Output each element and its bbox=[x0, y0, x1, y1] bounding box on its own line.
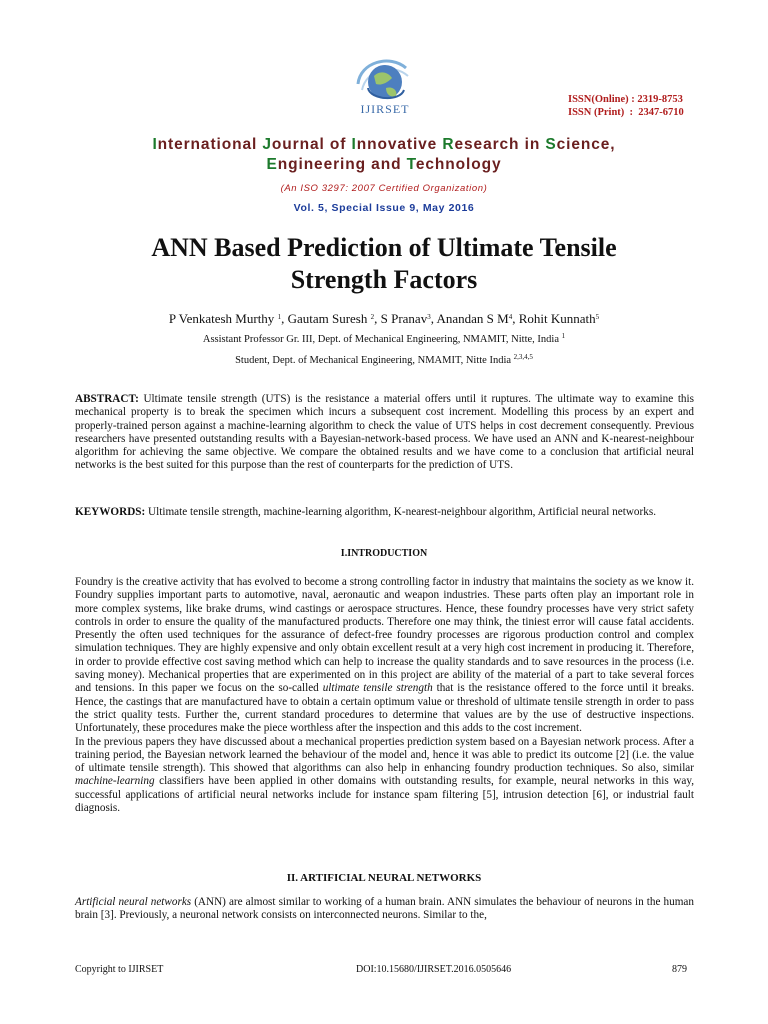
author-name: , Rohit Kunnath bbox=[512, 311, 596, 326]
author-list: P Venkatesh Murthy $^1$, Gautam Suresh $^2$, S Pranav$^3$, Anandan S $M^4$, Rohit Kunnath$^5$ bbox=[168, 311, 600, 326]
ann-paragraph: Artificial neural networks (ANN) are almost similar to working of a human brain. ANN simulates the behaviour of neurons in the human brain [3]. Previously, a neuronal network consists on interconnected neurons. Similar to the, bbox=[75, 896, 694, 922]
issn-block bbox=[568, 93, 684, 119]
volume-issue: Vol. 5, Special Issue 9, May 2016 bbox=[293, 202, 475, 214]
author-name: , Anandan S M bbox=[430, 311, 509, 326]
intro-paragraph-1: Foundry is the creative activity that has evolved to become a strong controlling factor in industry that maintains the society as we know it. Foundry supplies important parts to automotive, naval, aeronautic and weapon industries. These parts often play an important role in more complex systems, like brake drums, wind castings or aerospace structures. Hence, these foundry processes have very strict safety controls in order to ensure the quality of the manufactured products. Therefore one may think, the tiniest error will cause fatal accidents. Presently the often used techniques for the assurance of defect-free foundry processes are rigorous production control and complex simulation techniques. They are highly expensive and only obtain excellent result at a very high cost increment in producing it. Therefore, in order to provide effective cost saving method which can help to increase the quality standards and to save resources in the process (i.e. saving money). Mechanical properties that are experimented on in this project are ability of the material of a part to take several forces and tensions. In this paper we focus on the so-called ultimate tensile strength that is the resistance offered to the force until it breaks. Hence, the castings that are manufactured have to obtain a certain optimum value or threshold of ultimate tensile strength in order to pass the strict quality tests. Further the, current standard procedures to determine that values are by the use of destructive inspections. Unfortunately, these procedures make the piece worthless after the inspection and this adds to the cost increment. bbox=[75, 576, 694, 735]
section-heading-introduction: I.INTRODUCTION bbox=[340, 548, 428, 559]
section-heading-ann: II. ARTIFICIAL NEURAL NETWORKS bbox=[286, 872, 482, 884]
author-name: , S Pranav bbox=[374, 311, 428, 326]
journal-title-line-1: International Journal of Innovative Research in Science, bbox=[152, 136, 616, 153]
logo-wordmark: IJIRSET bbox=[360, 102, 410, 116]
footer-copyright: Copyright to IJIRSET bbox=[75, 964, 164, 975]
author-name: , Gautam Suresh bbox=[281, 311, 371, 326]
certification-note: (An ISO 3297: 2007 Certified Organization) bbox=[280, 183, 488, 194]
intro-paragraph-2: In the previous papers they have discussed about a mechanical properties prediction system based on a Bayesian network process. After a training period, the Bayesian network learned the behaviour of the model and, hence it was able to predict its outcome [2] (i.e. the value of ultimate tensile strength). This showed that algorithms can also help in enhancing foundry production techniques. So also, similar machine-learning classifiers have been applied in other domains with outstanding results, for example, neural networks in this way, successful applications of artificial neural networks include for instance spam filtering [5], intrusion detection [6], or industrial fault diagnosis. bbox=[75, 735, 694, 815]
footer-doi: DOI:10.15680/IJIRSET.2016.0505646 bbox=[356, 964, 512, 975]
abstract-paragraph: ABSTRACT: Ultimate tensile strength (UTS) is the resistance a material offers until it ruptures. The ultimate way to examine this mechanical property is to break the specimen which incurs a subsequent cost increment. Modelling this process by an expert and properly-trained person against a machine-learning algorithm to check the value of UTS helps in cost decrement consequently. Previous researchers have presented outstanding results with a Bayesian-network-based process. We have used an ANN and K-nearest-neighbour algorithm for achieving the same objective. We compare the obtained results and we have come to a conclusion that artificial neural networks is the best suited for this purpose than the rest of counterparts for the prediction of UTS. bbox=[75, 393, 694, 472]
issn-online: ISSN(Online) : 2319-8753 bbox=[568, 94, 683, 105]
abstract-label: ABSTRACT: bbox=[75, 393, 139, 405]
affiliation-2: Student, Dept. of Mechanical Engineering, NMAMIT, Nitte India $^{2,3,4,5}$ bbox=[235, 353, 533, 366]
affiliation-1: Assistant Professor Gr. III, Dept. of Mechanical Engineering, NMAMIT, Nitte, India $^1$ bbox=[202, 332, 566, 345]
author-name: P Venkatesh Murthy bbox=[168, 311, 278, 326]
keywords-paragraph: KEYWORDS: Ultimate tensile strength, machine-learning algorithm, K-nearest-neighbour algorithm, Artificial neural networks. bbox=[75, 506, 656, 518]
issn-print: ISSN (Print) : 2347-6710 bbox=[568, 107, 684, 118]
keywords-label: KEYWORDS: bbox=[75, 506, 146, 518]
paper-title: ANN Based Prediction of Ultimate Tensile Strength Factors bbox=[151, 233, 617, 294]
footer-page-number: 879 bbox=[672, 964, 687, 975]
journal-title-line-2: Engineering and Technology bbox=[266, 156, 502, 173]
introduction-body bbox=[75, 576, 694, 815]
